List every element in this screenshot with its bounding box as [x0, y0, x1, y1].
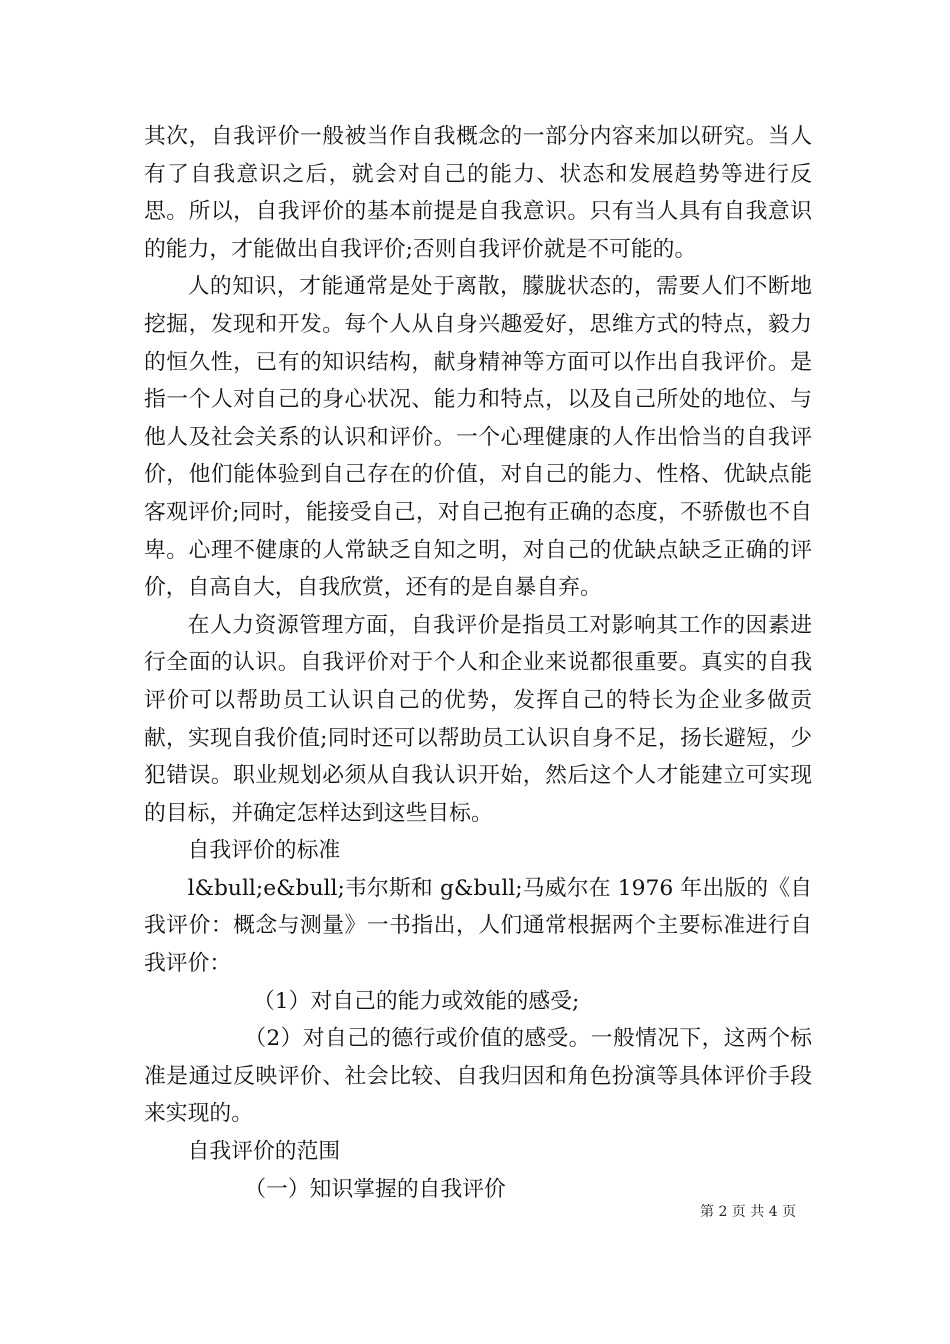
heading-evaluation-scope: 自我评价的范围: [187, 1139, 341, 1165]
heading-evaluation-standards: 自我评价的标准: [187, 838, 341, 864]
paragraph-self-awareness: 其次，自我评价一般被当作自我概念的一部分内容来加以研究。当人有了自我意识之后，就会对自己的能力、状态和发展趋势等进行反思。所以，自我评价的基本前提是自我意识。只有当人具有自我意识的能力，才能做出自我评价;否则自我评价就是不可能的。: [144, 124, 812, 262]
paragraph-wells-marwell: l&bull;e&bull;韦尔斯和 g&bull;马威尔在 1976 年出版的《自我评价：概念与测量》一书指出，人们通常根据两个主要标准进行自我评价：: [144, 875, 812, 977]
heading-knowledge-self-evaluation: （一）知识掌握的自我评价: [244, 1176, 506, 1202]
document-body: [144, 118, 812, 1208]
page-number: 第 2 页 共 4 页: [700, 1204, 797, 1220]
list-item-ability: （1）对自己的能力或效能的感受;: [253, 988, 580, 1014]
paragraph-knowledge-talent: 人的知识，才能通常是处于离散，朦胧状态的，需要人们不断地挖掘，发现和开发。每个人从自身兴趣爱好，思维方式的特点，毅力的恒久性，已有的知识结构，献身精神等方面可以作出自我评价。是指一个人对自己的身心状况、能力和特点，以及自己所处的地位、与他人及社会关系的认识和评价。一个心理健康的人作出恰当的自我评价，他们能体验到自己存在的价值，对自己的能力、性格、优缺点能客观评价;同时，能接受自己，对自己抱有正确的态度，不骄傲也不自卑。心理不健康的人常缺乏自知之明，对自己的优缺点缺乏正确的评价，自高自大，自我欣赏，还有的是自暴自弃。: [144, 274, 812, 601]
list-item-virtue: （2）对自己的德行或价值的感受。一般情况下，这两个标准是通过反映评价、社会比较、自我归因和角色扮演等具体评价手段来实现的。: [144, 1026, 812, 1127]
paragraph-hr-management: 在人力资源管理方面，自我评价是指员工对影响其工作的因素进行全面的认识。自我评价对于个人和企业来说都很重要。真实的自我评价可以帮助员工认识自己的优势，发挥自己的特长为企业多做贡献，实现自我价值;同时还可以帮助员工认识自身不足，扬长避短，少犯错误。职业规划必须从自我认识开始，然后这个人才能建立可实现的目标，并确定怎样达到这些目标。: [144, 612, 812, 826]
